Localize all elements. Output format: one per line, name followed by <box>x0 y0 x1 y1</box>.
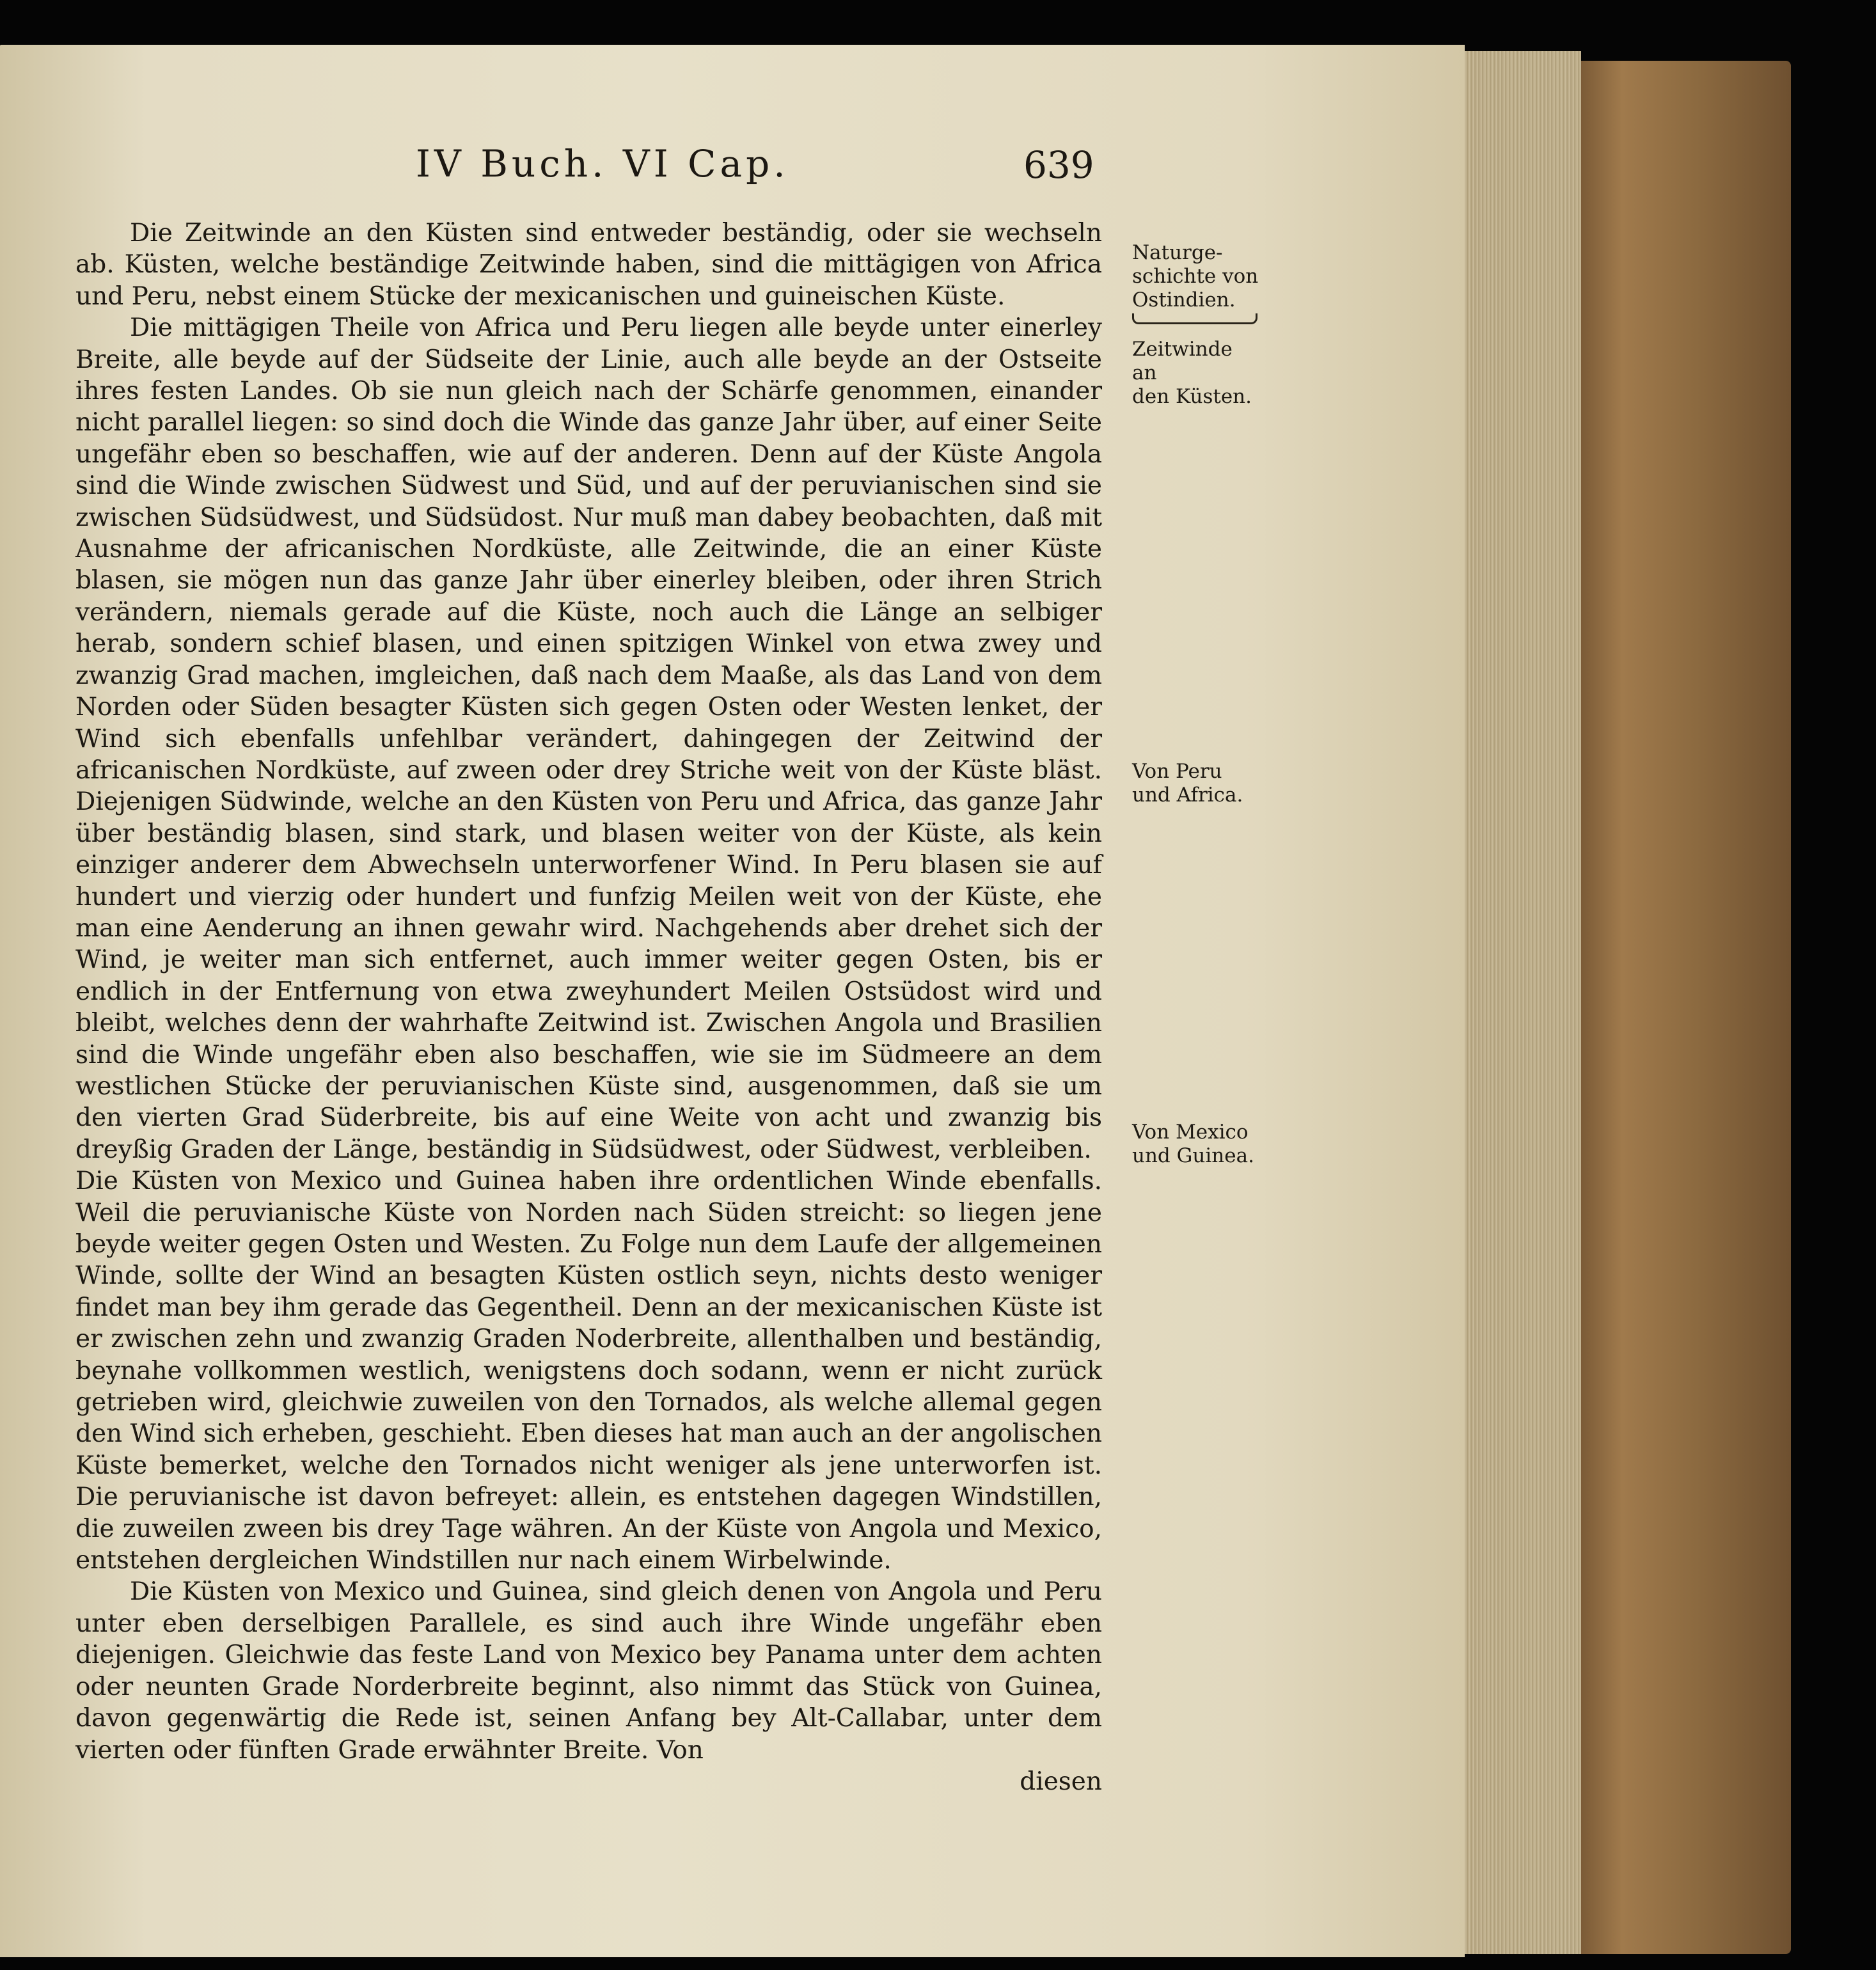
body-text <box>75 217 1102 1957</box>
marginal-note-text: Naturge- schichte von Ostindien. <box>1132 241 1259 311</box>
paragraph: Die mittägigen Theile von Africa und Peru liegen alle beyde unter einerley Breite, alle beyde auf der Südseite der Linie, auch alle beyde an der Ostseite ihres festen Landes. Ob sie nun gleich nach der Schärfe genommen, einander nicht parallel liegen: so sind doch die Winde das ganze Jahr über, auf einer Seite ungefähr eben so beschaffen, wie auf der anderen. Denn auf der Küste Angola sind die Winde zwischen Südwest und Süd, und auf der peruvianischen sind sie zwischen Südsüdwest, und Südsüdost. Nur muß man dabey beobachten, daß mit Ausnahme der africanischen Nordküste, alle Zeitwinde, die an einer Küste blasen, sie mögen nun das ganze Jahr über einerley bleiben, oder ihren Strich verändern, niemals gerade auf die Küste, noch auch die Länge an selbiger herab, sondern schief blasen, und einen spitzigen Winkel von etwa zwey und zwanzig Grad machen, imgleichen, daß nach dem Maaße, als das Land von dem Norden oder Süden besagter Küsten sich gegen Osten oder Westen lenket, der Wind sich ebenfalls unfehlbar verändert, dahingegen der Zeitwind der africanischen Nordküste, auf zween oder drey Striche weit von der Küste bläst. Diejenigen Südwinde, welche an den Küsten von Peru und Africa, das ganze Jahr über beständig blasen, sind stark, und blasen weiter von der Küste, als kein einziger anderer dem Abwechseln unterworfener Wind. In Peru blasen sie auf hundert und vierzig oder hundert und funfzig Meilen weit von der Küste, ehe man eine Aenderung an ihnen gewahr wird. Nachgehends aber drehet sich der Wind, je weiter man sich entfernet, auch immer weiter gegen Osten, bis er endlich in der Entfernung von etwa zweyhundert Meilen Ostsüdost wird und bleibt, welches denn der wahrhafte Zeitwind ist. Zwischen Angola und Brasilien sind die Winde ungefähr eben also beschaffen, wie sie im Südmeere an dem westlichen Stücke der peruvianischen Küste sind, ausgenommen, daß sie um den vierten Grad Süderbreite, bis auf eine Weite von acht und zwanzig bis dreyßig Graden der Länge, beständig in Südsüdwest, oder Südwest, verbleiben. <box>75 313 1102 1164</box>
paragraph: Die Küsten von Mexico und Guinea haben ihre ordentlichen Winde ebenfalls. Weil die peruvianische Küste von Norden nach Süden streicht: so liegen jene beyde weiter gegen Osten und Westen. Zu Folge nun dem Laufe der allgemeinen Winde, sollte der Wind an besagten Küsten ostlich seyn, nichts desto weniger findet man bey ihm gerade das Gegentheil. Denn an der mexicanischen Küste ist er zwischen zehn und zwanzig Graden Noderbreite, allenthalben und beständig, beynahe vollkommen westlich, wenigstens doch sodann, wenn er nicht zurück getrieben wird, gleichwie zuweilen von den Tornados, als welche allemal gegen den Wind sich erheben, geschieht. Eben dieses hat man auch an der angolischen Küste bemerket, welche den Tornados nicht weniger als jene unterworfen ist. Die peruvianische ist davon befreyet: allein, es entstehen dagegen Windstillen, die zuweilen zween bis drey Tage währen. An der Küste von Angola und Mexico, entstehen dergleichen Windstillen nur nach einem Wirbelwinde. <box>75 1167 1102 1575</box>
paragraph: Die Zeitwinde an den Küsten sind entweder beständig, oder sie wechseln ab. Küsten, welche beständige Zeitwinde haben, sind die mittägigen von Africa und Peru, nebst einem Stücke der mexicanischen und guineischen Küste. <box>75 219 1102 311</box>
page-number: 639 <box>1023 143 1094 187</box>
paragraph: Die Küsten von Mexico und Guinea, sind gleich denen von Angola und Peru unter eben derselbigen Parallele, es sind auch ihre Winde ungefähr eben diejenigen. Gleichwie das feste Land von Mexico bey Panama unter dem achten oder neunten Grade Norderbreite beginnt, also nimmt das Stück von Guinea, davon gegenwärtig die Rede ist, seinen Anfang bey Alt-Callabar, unter dem vierten oder fünften Grade erwähnter Breite. Von <box>75 1577 1102 1765</box>
marginal-note-zeitwinde: Zeitwinde an den Küsten. <box>1132 338 1252 408</box>
page-edges <box>1452 51 1581 1954</box>
book-cover <box>1580 61 1791 1954</box>
running-head: IV Buch. VI Cap. <box>416 142 789 185</box>
marginal-note-mexico-guinea: Von Mexico und Guinea. <box>1132 1121 1254 1167</box>
page-header <box>0 128 1465 211</box>
marginal-note-naturgeschichte <box>1132 217 1260 348</box>
brace-icon <box>1132 313 1257 324</box>
marginal-note-peru-africa: Von Peru und Africa. <box>1132 760 1243 807</box>
catchword: diesen <box>1020 1767 1102 1796</box>
